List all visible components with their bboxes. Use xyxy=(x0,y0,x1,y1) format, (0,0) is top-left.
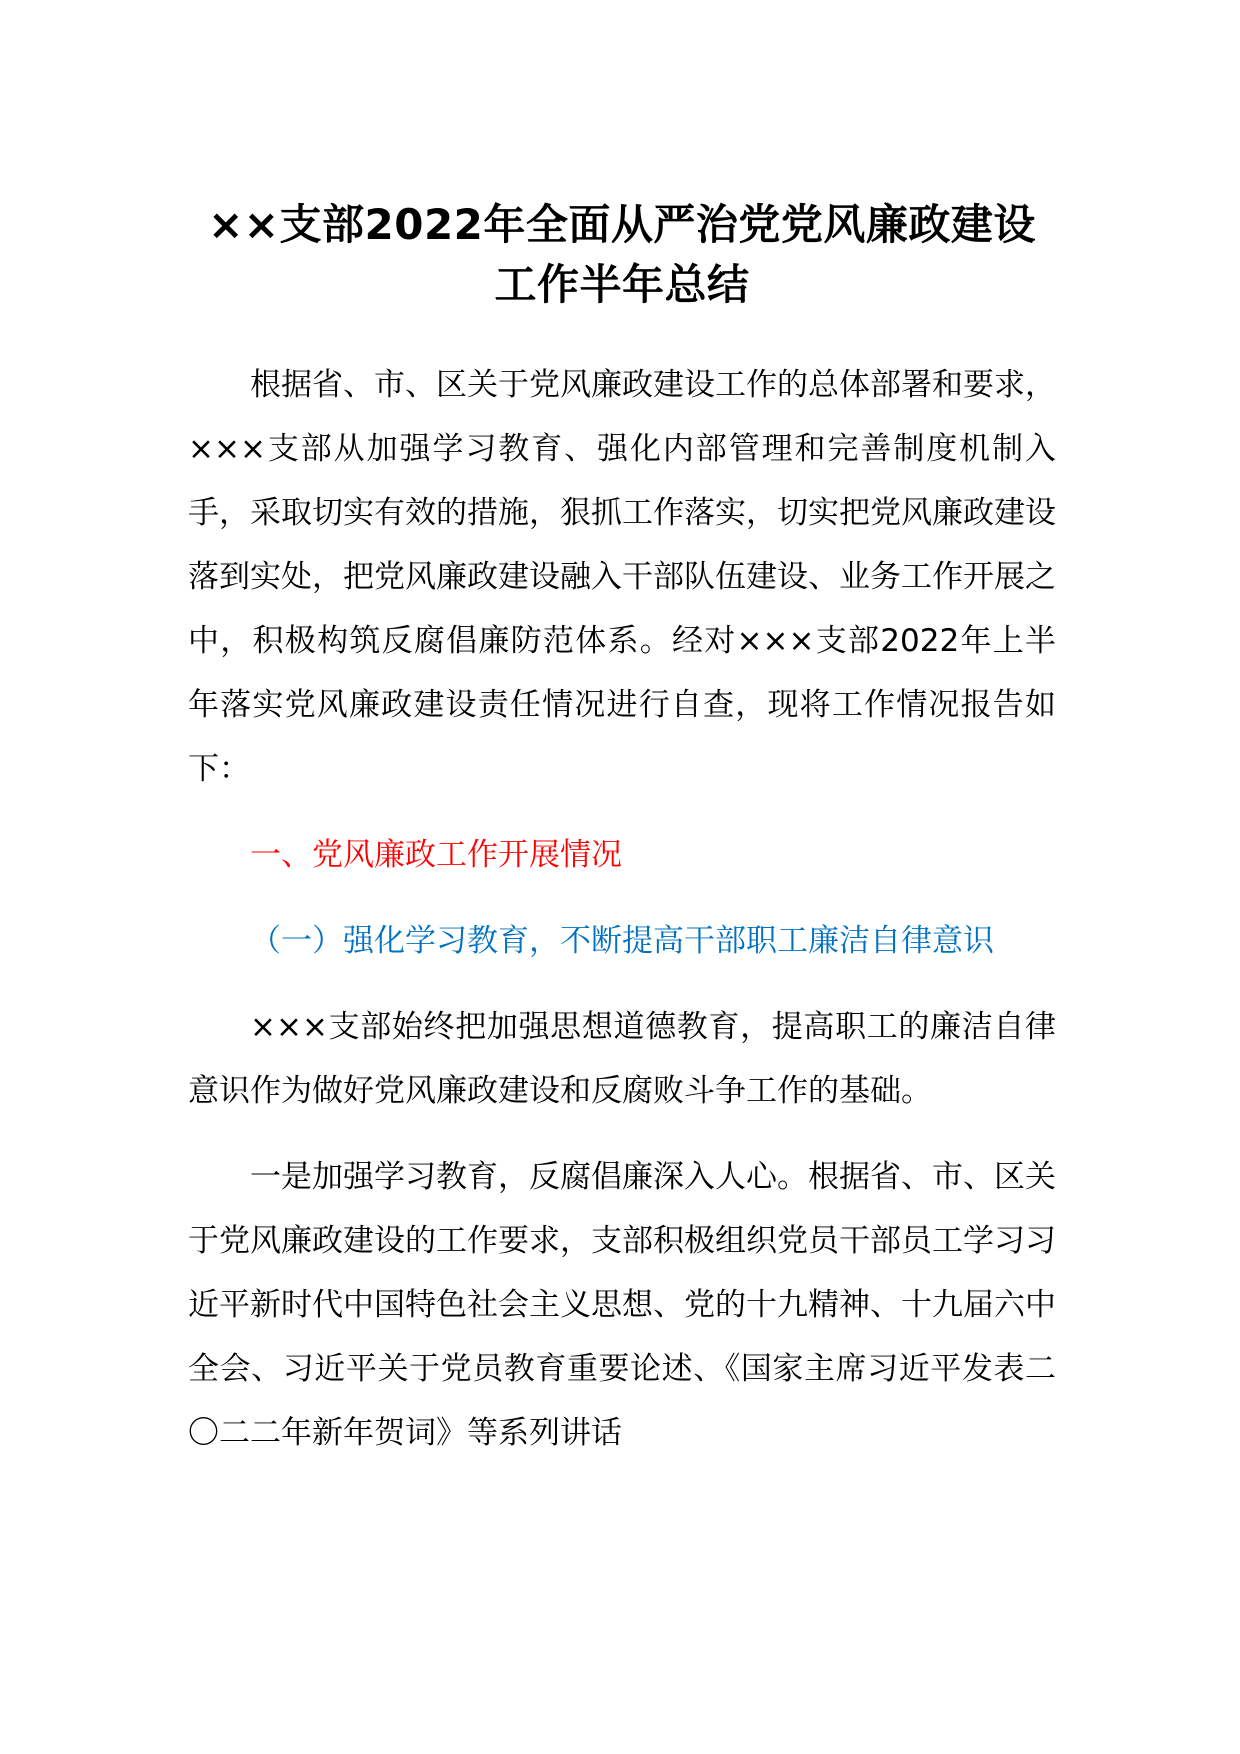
intro-paragraph: 根据省、市、区关于党风廉政建设工作的总体部署和要求，×××支部从加强学习教育、强化内部管理和完善制度机制入手，采取切实有效的措施，狠抓工作落实，切实把党风廉政建设落到实处，把党风廉政建设融入干部队伍建设、业务工作开展之中，积极构筑反腐倡廉防范体系。经对×××支部2022年上半年落实党风廉政建设责任情况进行自查，现将工作情况报告如下： xyxy=(188,367,1056,787)
section-heading: 一、党风廉政工作开展情况 xyxy=(250,837,622,873)
body-paragraph: ×××支部始终把加强思想道德教育，提高职工的廉洁自律意识作为做好党风廉政建设和反腐败斗争工作的基础。 xyxy=(188,1009,1056,1109)
subsection-heading: （一）强化学习教育，不断提高干部职工廉洁自律意识 xyxy=(250,923,994,959)
document-body xyxy=(188,195,1056,1465)
body-paragraph: 一是加强学习教育，反腐倡廉深入人心。根据省、市、区关于党风廉政建设的工作要求，支部积极组织党员干部员工学习习近平新时代中国特色社会主义思想、党的十九精神、十九届六中全会、习近平关于党员教育重要论述、《国家主席习近平发表二〇二二年新年贺词》等系列讲话 xyxy=(188,1159,1056,1451)
document-title: ××支部2022年全面从严治党党风廉政建设工作半年总结 xyxy=(208,200,1036,309)
